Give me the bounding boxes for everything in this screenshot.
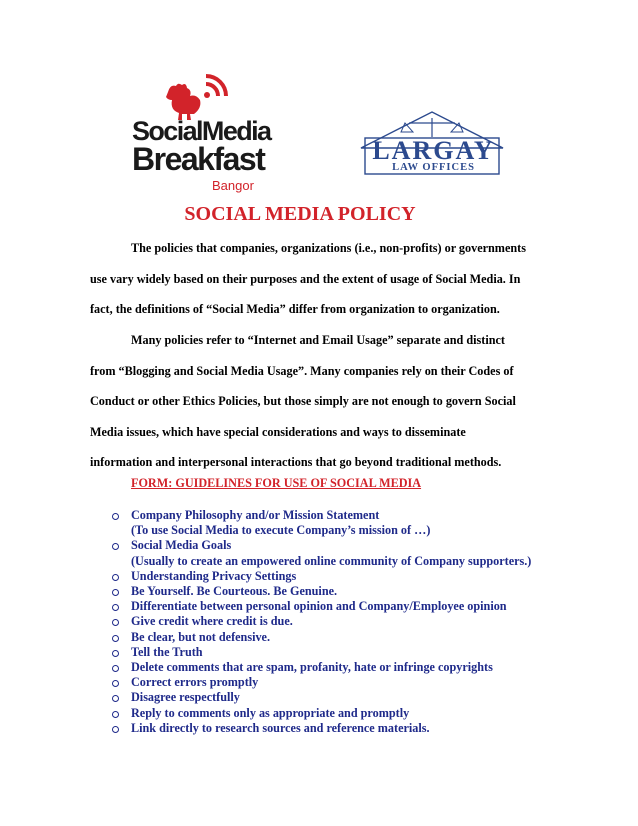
bullet-icon <box>112 695 119 702</box>
paragraph-2-line: Many policies refer to “Internet and Email Usage” separate and distinct <box>131 333 505 347</box>
social-media-breakfast-logo <box>130 70 280 193</box>
paragraph-2-line: from “Blogging and Social Media Usage”. Many companies rely on their Codes of <box>90 363 514 378</box>
bullet-icon <box>112 711 119 718</box>
bullet-icon <box>112 589 119 596</box>
bullet-icon <box>112 604 119 611</box>
paragraph-1 <box>90 233 550 325</box>
list-item <box>91 630 561 645</box>
list-item-text: Understanding Privacy Settings <box>131 568 297 583</box>
list-item <box>91 690 561 705</box>
list-item-text: Social Media Goals <box>131 538 232 553</box>
list-item-text: Be Yourself. Be Courteous. Be Genuine. <box>131 584 338 599</box>
bullet-icon <box>112 513 119 520</box>
list-item <box>91 538 561 568</box>
paragraph-2-line: Media issues, which have special considerations and ways to disseminate <box>90 424 466 439</box>
paragraph-2-line: information and interpersonal interactions that go beyond traditional methods. <box>90 455 502 469</box>
list-item-text: Be clear, but not defensive. <box>131 629 271 644</box>
smb-logo-line2: Breakfast <box>132 141 265 177</box>
largay-law-offices-logo <box>357 110 507 176</box>
list-item-text: Disagree respectfully <box>131 690 240 705</box>
guidelines-list <box>91 508 561 736</box>
bullet-icon <box>112 619 119 626</box>
list-item-text: Differentiate between personal opinion and Company/Employee opinion <box>131 599 507 614</box>
list-item <box>91 584 561 599</box>
list-item-text: Reply to comments only as appropriate and promptly <box>131 705 410 720</box>
list-item-text: Tell the Truth <box>131 644 203 659</box>
list-item <box>91 614 561 629</box>
bullet-icon <box>112 574 119 581</box>
document-title <box>0 203 600 226</box>
list-item <box>91 569 561 584</box>
smb-logo-line1: SocialMedia <box>132 116 271 146</box>
list-item-text: Delete comments that are spam, profanity, hate or infringe copyrights <box>131 660 493 675</box>
list-item <box>91 660 561 675</box>
bullet-icon <box>112 650 119 657</box>
paragraph-2 <box>90 325 550 478</box>
paragraph-1-line: The policies that companies, organizations (i.e., non-profits) or governments <box>131 241 526 255</box>
list-item <box>91 706 561 721</box>
list-item <box>91 508 561 538</box>
bullet-icon <box>112 665 119 672</box>
list-item-text: Link directly to research sources and reference materials. <box>131 720 430 735</box>
list-item <box>91 721 561 736</box>
list-item-text: Give credit where credit is due. <box>131 614 293 629</box>
list-item <box>91 675 561 690</box>
largay-logo-line1: LARGAY <box>372 136 495 165</box>
document-title-text: SOCIAL MEDIA POLICY <box>184 203 416 225</box>
list-item <box>91 599 561 614</box>
bullet-icon <box>112 543 119 550</box>
list-item-text: Correct errors promptly <box>131 675 259 690</box>
paragraph-1-line: use vary widely based on their purposes and the extent of usage of Social Media. In <box>90 271 521 286</box>
largay-logo-line2: LAW OFFICES <box>392 162 475 173</box>
form-heading: FORM: GUIDELINES FOR USE OF SOCIAL MEDIA <box>131 476 422 490</box>
bullet-icon <box>112 635 119 642</box>
paragraph-2-line: Conduct or other Ethics Policies, but those simply are not enough to govern Social <box>90 394 516 408</box>
bullet-icon <box>112 680 119 687</box>
list-item-subtext: (To use Social Media to execute Company’s mission of …) <box>131 523 431 538</box>
rooster-wifi-icon <box>160 70 230 122</box>
list-item-subtext: (Usually to create an empowered online community of Company supporters.) <box>131 553 532 568</box>
smb-logo-line3: Bangor <box>212 178 254 193</box>
bullet-icon <box>112 726 119 733</box>
list-item <box>91 645 561 660</box>
list-item-text: Company Philosophy and/or Mission Statement <box>131 508 380 522</box>
paragraph-1-line: fact, the definitions of “Social Media” differ from organization to organization. <box>90 302 500 316</box>
